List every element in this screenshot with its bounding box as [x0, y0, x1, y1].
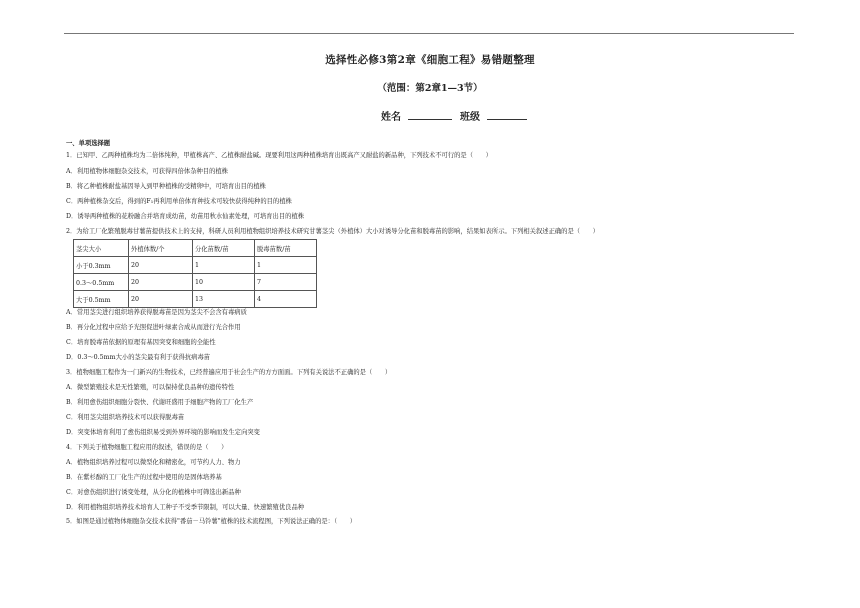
- table-cell: 4: [255, 291, 317, 308]
- question-4-stem: 4．下列关于植物细胞工程应用的叙述，错误的是（ ）: [66, 444, 228, 451]
- table-cell: 0.3～0.5mm: [74, 274, 129, 291]
- table-row: [74, 257, 317, 274]
- table-header-cell: 脱毒苗数/苗: [255, 240, 317, 257]
- stem-tip-table: [73, 239, 317, 308]
- table-header-cell: 茎尖大小: [74, 240, 129, 257]
- table-cell: 小于0.3mm: [74, 257, 129, 274]
- question-5-stem: 5．如图是通过植物体细胞杂交技术获得"番茄－马铃薯"植株的技术流程图，下列说法正确的是：（ ）: [66, 518, 357, 525]
- question-4-option-b: B．在紫杉醇的工厂化生产的过程中使用的是固体培养基: [66, 474, 222, 481]
- table-cell: 1: [193, 257, 255, 274]
- class-blank: [487, 109, 527, 120]
- question-3-option-c: C．利用茎尖组织培养技术可以获得脱毒苗: [66, 414, 185, 421]
- table-header-cell: 外植体数/个: [129, 240, 193, 257]
- table-header-row: [74, 240, 317, 257]
- page-subtitle: （范围：第2章1—3节）: [377, 83, 483, 94]
- table-cell: 7: [255, 274, 317, 291]
- table-cell: 1: [255, 257, 317, 274]
- table-row: [74, 274, 317, 291]
- question-1-stem: 1．已知甲、乙两种植株均为二倍体纯种，甲植株高产、乙植株耐盐碱。现要利用这两种植株培育出既高产又耐盐的新品种，下列技术不可行的是（ ）: [66, 152, 492, 159]
- question-2-option-b: B．再分化过程中应给予光照促进叶绿素合成从而进行光合作用: [66, 324, 241, 331]
- table-cell: 20: [129, 291, 193, 308]
- question-1-option-a: A．利用植物体细胞杂交技术，可获得四倍体杂种目的植株: [66, 168, 228, 175]
- table-cell: 20: [129, 257, 193, 274]
- class-label: 班级: [459, 112, 480, 123]
- table-cell: 13: [193, 291, 255, 308]
- question-4-option-a: A．植物组织培养过程可以微型化和精密化，可节约人力、物力: [66, 459, 241, 466]
- question-2-option-d: D．0.3～0.5mm大小的茎尖最有利于获得抗病毒苗: [66, 354, 211, 361]
- question-2-option-c: C．培育脱毒苗依据的原理有基因突变和细胞的全能性: [66, 339, 216, 346]
- header-rule: [64, 33, 794, 34]
- table-cell: 20: [129, 274, 193, 291]
- table-cell: 大于0.5mm: [74, 291, 129, 308]
- question-2-stem: 2．为给工厂化繁殖脱毒甘薯苗提供技术上的支持，科研人员利用植物组织培养技术研究甘薯茎尖（外植体）大小对诱导分化苗和脱毒苗的影响，结果如表所示。下列相关叙述正确的是（ ）: [66, 228, 599, 235]
- question-3-stem: 3．植物细胞工程作为一门新兴的生物技术，已经普遍应用于社会生产的方方面面。下列有关说法不正确的是（ ）: [66, 369, 392, 376]
- name-class-row: [381, 108, 531, 123]
- name-blank: [408, 109, 452, 120]
- question-4-option-d: D．利用植物组织培养技术培育人工种子不受季节限制，可以大量、快速繁殖优良品种: [66, 504, 305, 511]
- page-title: 选择性必修3第2章《细胞工程》易错题整理: [325, 54, 535, 66]
- table-cell: 10: [193, 274, 255, 291]
- question-3-option-a: A．微型繁殖技术是无性繁殖，可以保持优良品种的遗传特性: [66, 384, 235, 391]
- table-row: [74, 291, 317, 308]
- question-2-option-a: A．常用茎尖进行组织培养获得脱毒苗是因为茎尖不会含有毒病质: [66, 309, 247, 316]
- question-1-option-d: D．诱导两种植株的花粉融合并培育成幼苗，幼苗用秋水仙素处理，可培育出目的植株: [66, 213, 305, 220]
- question-3-option-d: D．突变体培育利用了愈伤组织易受到外界环境的影响而发生定向突变: [66, 429, 260, 436]
- table-header-cell: 分化苗数/苗: [193, 240, 255, 257]
- name-label: 姓名: [381, 112, 401, 123]
- question-3-option-b: B．利用愈伤组织细胞分裂快、代谢旺盛用于细胞产物的工厂化生产: [66, 399, 254, 406]
- question-1-option-c: C．两种植株杂交后，得到的F₁再利用单倍体育种技术可较快获得纯种的目的植株: [66, 198, 292, 205]
- section-heading: 一、单项选择题: [66, 140, 111, 147]
- question-1-option-b: B．将乙种植株耐盐基因导入到甲种植株的受精卵中，可培育出目的植株: [66, 183, 266, 190]
- question-4-option-c: C．对愈伤组织进行诱变处理，从分化的植株中可筛选出新品种: [66, 489, 241, 496]
